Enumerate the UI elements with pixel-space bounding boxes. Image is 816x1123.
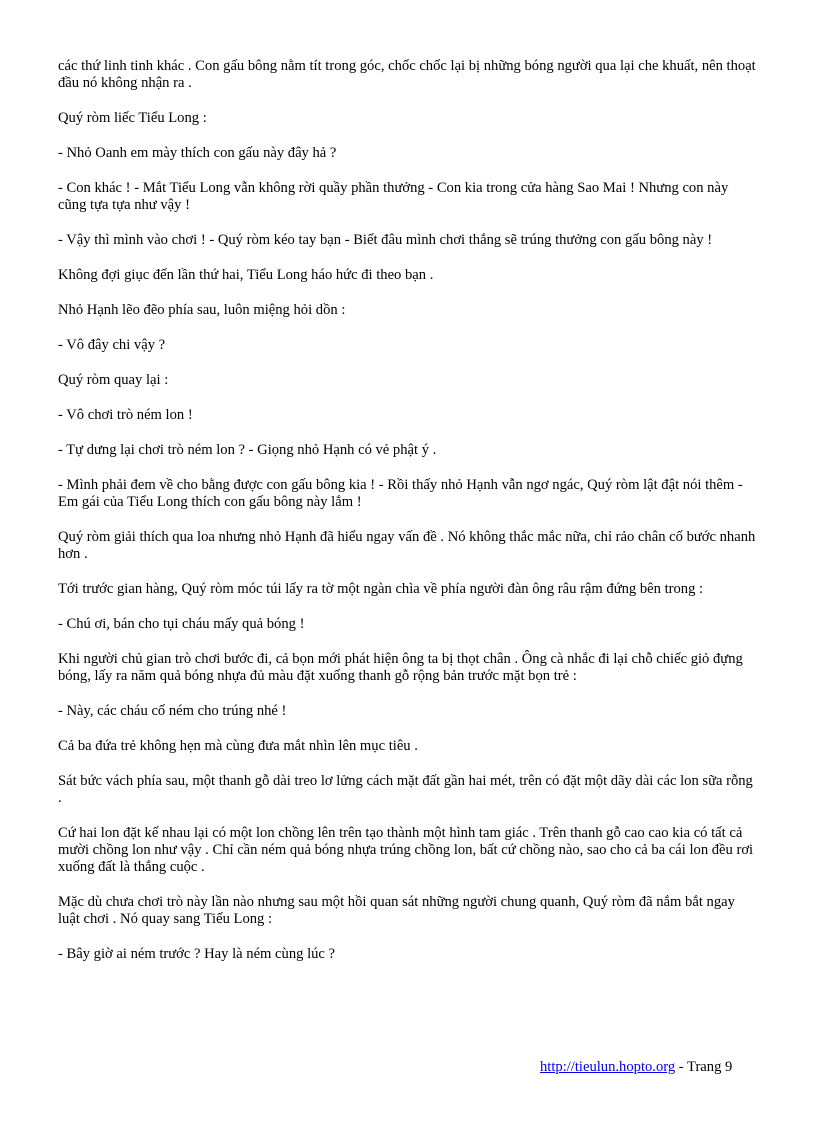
- paragraph: Quý ròm giải thích qua loa nhưng nhỏ Hạnh đã hiểu ngay vấn đề . Nó không thắc mắc nữa, chỉ rảo chân cố bước nhanh hơn .: [58, 529, 756, 562]
- paragraph: - Nhỏ Oanh em mày thích con gấu này đây hả ?: [58, 145, 337, 161]
- paragraph: - Tự dưng lại chơi trò ném lon ? - Giọng nhỏ Hạnh có vẻ phật ý .: [58, 442, 437, 458]
- paragraph: - Này, các cháu cố ném cho trúng nhé !: [58, 703, 287, 719]
- paragraph: - Bây giờ ai ném trước ? Hay là ném cùng lúc ?: [58, 946, 336, 962]
- document-body: [58, 58, 760, 981]
- paragraph: Nhỏ Hạnh lẽo đẽo phía sau, luôn miệng hỏi dồn :: [58, 302, 346, 318]
- paragraph: - Chú ơi, bán cho tụi cháu mấy quả bóng !: [58, 616, 305, 632]
- footer-link[interactable]: http://tieulun.hopto.org: [540, 1059, 676, 1075]
- paragraph: Quý ròm liếc Tiểu Long :: [58, 110, 207, 126]
- paragraph: Quý ròm quay lại :: [58, 372, 169, 388]
- page-number: Trang 9: [687, 1059, 733, 1075]
- page-footer: [540, 1059, 732, 1076]
- paragraph: Mặc dù chưa chơi trò này lần nào nhưng sau một hồi quan sát những người chung quanh, Quý ròm đã nắm bắt ngay luật chơi . Nó quay sang Tiểu Long :: [58, 894, 735, 927]
- paragraph: - Mình phải đem về cho bằng được con gấu bông kia ! - Rồi thấy nhỏ Hạnh vẫn ngơ ngác, Quý ròm lật đật nói thêm - Em gái của Tiểu Long thích con gấu bông này lắm !: [58, 477, 743, 510]
- paragraph: Cứ hai lon đặt kế nhau lại có một lon chồng lên trên tạo thành một hình tam giác . Trên thanh gỗ cao cao kia có tất cả mười chồng lon như vậy . Chỉ cần ném quả bóng nhựa trúng chồng lon, bất cứ chồng nào, sao cho cả ba cái lon đều rơi xuống đất là thắng cuộc .: [58, 825, 754, 875]
- paragraph: Không đợi giục đến lần thứ hai, Tiểu Long háo hức đi theo bạn .: [58, 267, 434, 283]
- paragraph: - Vô chơi trò ném lon !: [58, 407, 193, 423]
- paragraph: các thứ linh tinh khác . Con gấu bông nằm tít trong góc, chốc chốc lại bị những bóng người qua lại che khuất, nên thoạt đầu nó không nhận ra .: [58, 58, 756, 91]
- paragraph: Cả ba đứa trẻ không hẹn mà cùng đưa mắt nhìn lên mục tiêu .: [58, 738, 418, 754]
- paragraph: - Vậy thì mình vào chơi ! - Quý ròm kéo tay bạn - Biết đâu mình chơi thắng sẽ trúng thưởng con gấu bông này !: [58, 232, 713, 248]
- paragraph: Sát bức vách phía sau, một thanh gỗ dài treo lơ lửng cách mặt đất gần hai mét, trên có đặt một dãy dài các lon sữa rỗng .: [58, 773, 753, 806]
- footer-separator: -: [675, 1059, 688, 1075]
- paragraph: - Con khác ! - Mắt Tiểu Long vẫn không rời quầy phần thưởng - Con kia trong cửa hàng Sao Mai ! Nhưng con này cũng tựa tựa như vậy !: [58, 180, 729, 213]
- paragraph: Tới trước gian hàng, Quý ròm móc túi lấy ra tờ một ngàn chìa về phía người đàn ông râu rậm đứng bên trong :: [58, 581, 704, 597]
- paragraph: Khi người chủ gian trò chơi bước đi, cả bọn mới phát hiện ông ta bị thọt chân . Ông cà nhắc đi lại chỗ chiếc giỏ đựng bóng, lấy ra năm quả bóng nhựa đủ màu đặt xuống thanh gỗ rộng bản trước mặt bọn trẻ :: [58, 651, 743, 684]
- paragraph: - Vô đây chi vậy ?: [58, 337, 166, 353]
